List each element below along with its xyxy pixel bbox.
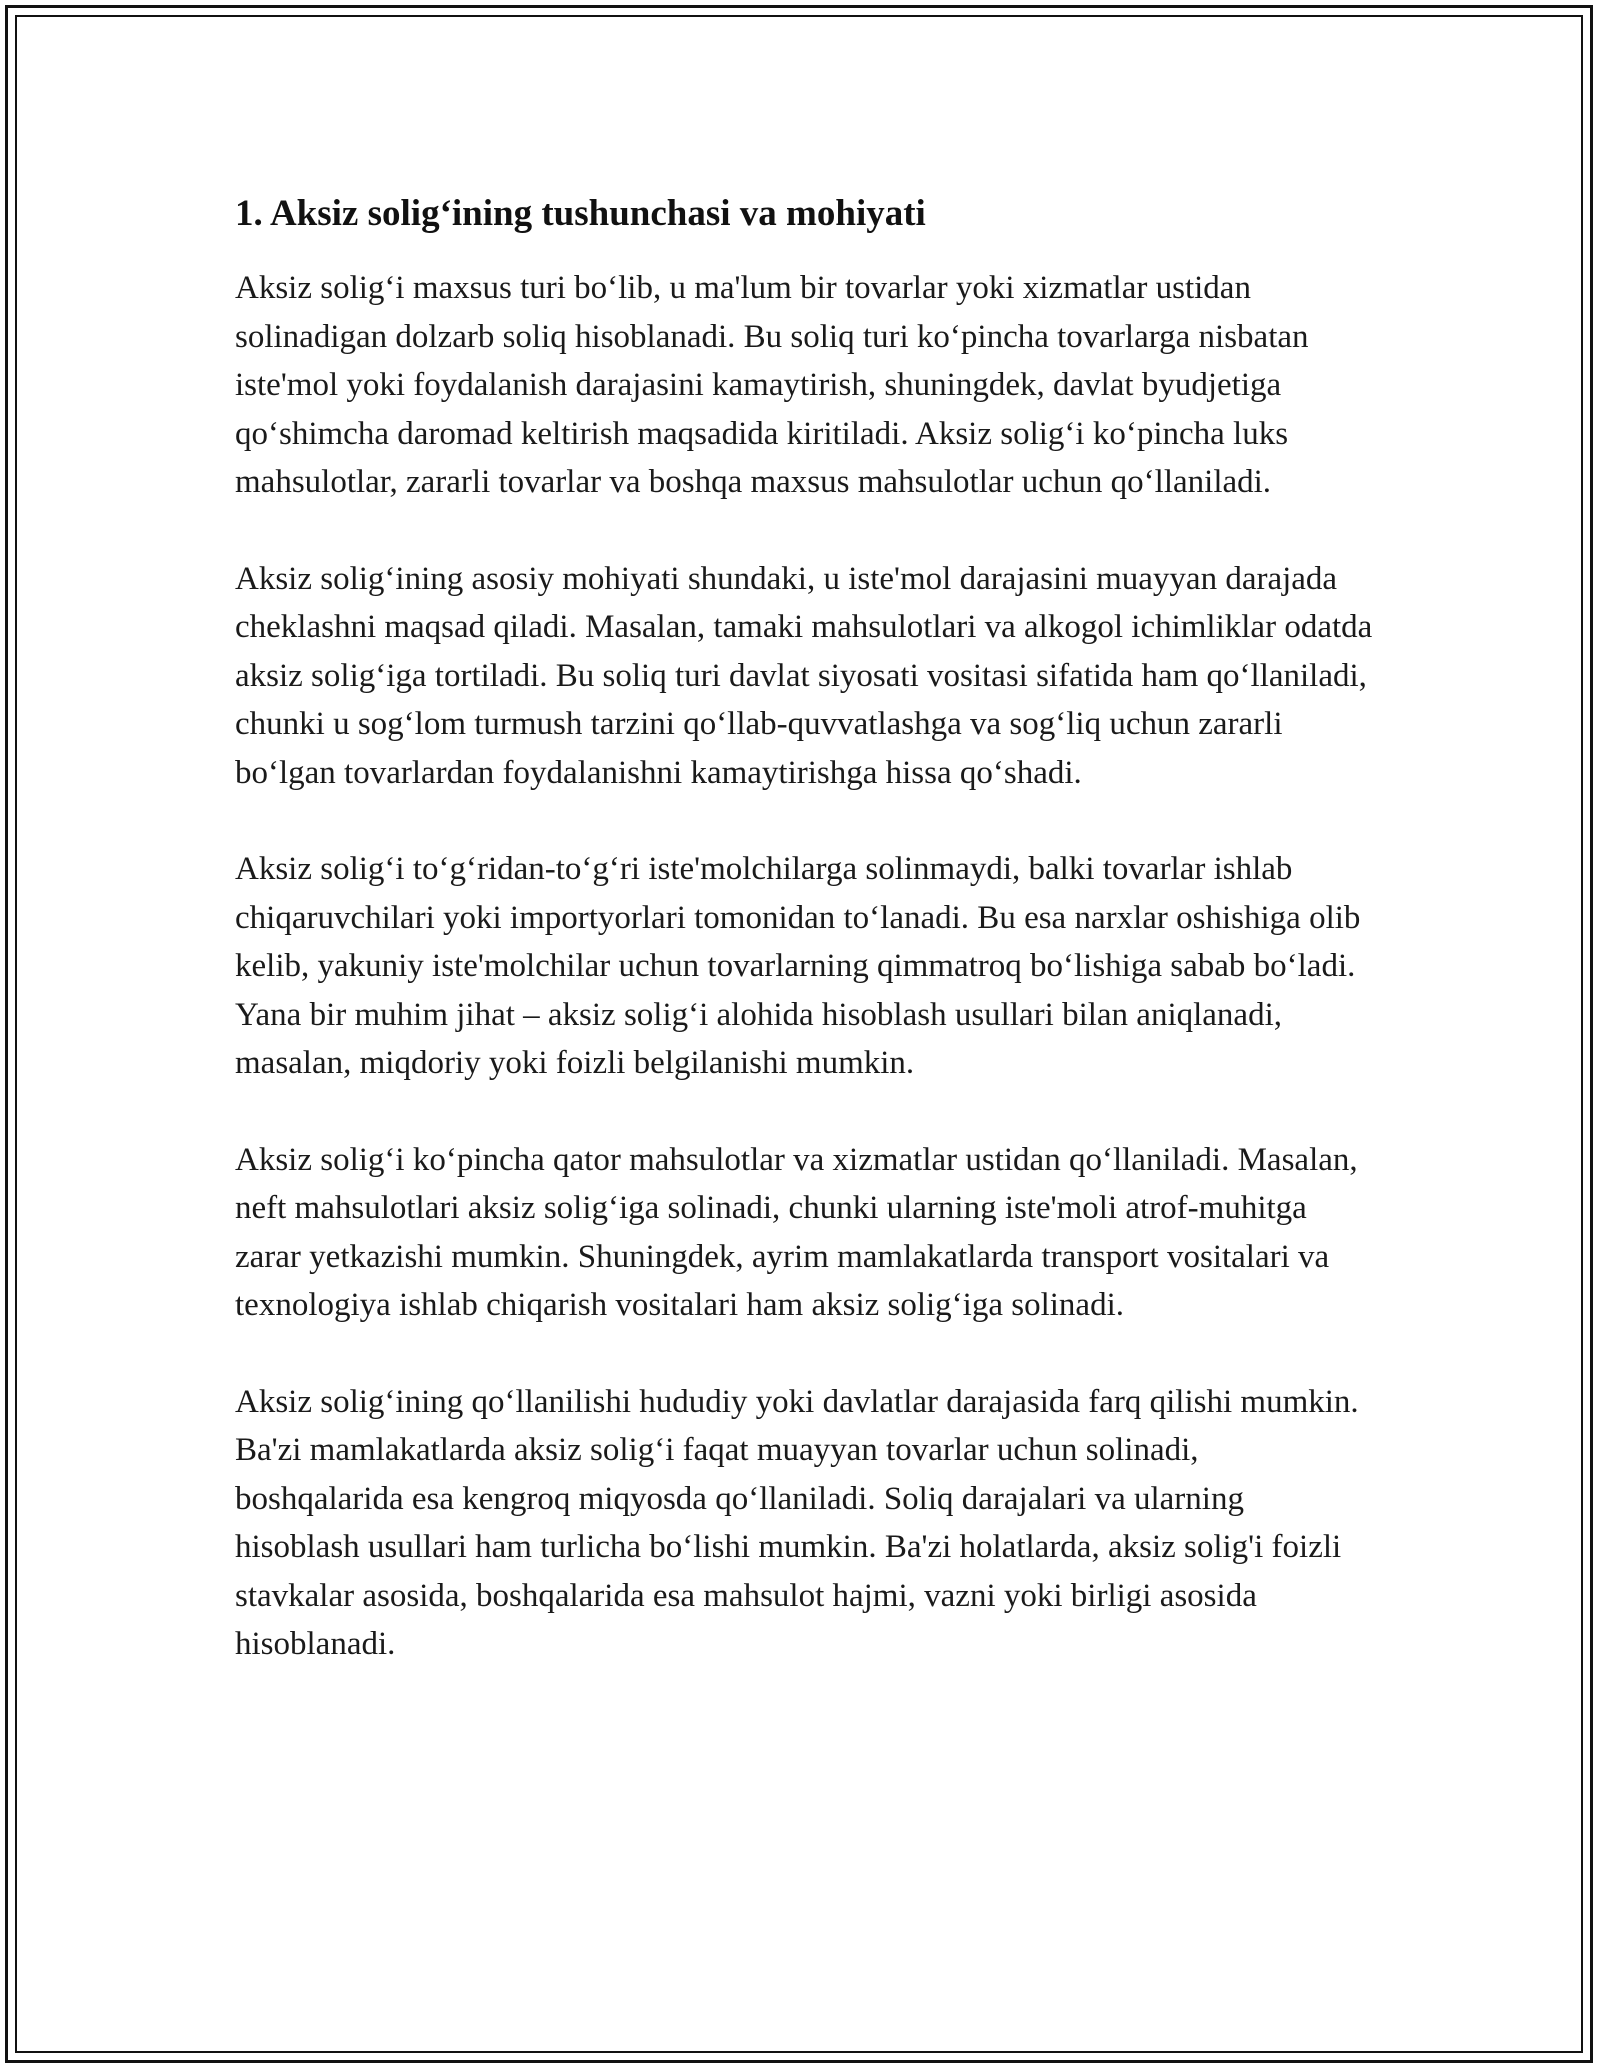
- paragraph-3: Aksiz solig‘i to‘g‘ridan-to‘g‘ri iste'molchilarga solinmaydi, balki tovarlar ishlab chiqaruvchilari yoki importyorlari tomonidan to‘lanadi. Bu esa narxlar oshishiga olib kelib, yakuniy iste'molchilar uchun tovarlarning qimmatroq bo‘lishiga sabab bo‘ladi. Yana bir muhim jihat – aksiz solig‘i alohida hisoblash usullari bilan aniqlanadi, masalan, miqdoriy yoki foizli belgilanishi mumkin.: [235, 851, 1361, 1081]
- paragraph-2: Aksiz solig‘ining asosiy mohiyati shundaki, u iste'mol darajasini muayyan darajada cheklashni maqsad qiladi. Masalan, tamaki mahsulotlari va alkogol ichimliklar odatda aksiz solig‘iga tortiladi. Bu soliq turi davlat siyosati vositasi sifatida ham qo‘llaniladi, chunki u sog‘lom turmush tarzini qo‘llab-quvvatlashga va sog‘liq uchun zararli bo‘lgan tovarlardan foydalanishni kamaytirishga hissa qo‘shadi.: [235, 560, 1373, 791]
- paragraph-5: Aksiz solig‘ining qo‘llanilishi hududiy yoki davlatlar darajasida farq qilishi mumkin. Ba'zi mamlakatlarda aksiz solig‘i faqat muayyan tovarlar uchun solinadi, boshqalarida esa kengroq miqyosda qo‘llaniladi. Soliq darajalari va ularning hisoblash usullari ham turlicha bo‘lishi mumkin. Ba'zi holatlarda, aksiz solig'i foizli stavkalar asosida, boshqalarida esa mahsulot hajmi, vazni yoki birligi asosida hisoblanadi.: [235, 1383, 1359, 1662]
- document-body: [235, 190, 1375, 1717]
- paragraph-4: Aksiz solig‘i ko‘pincha qator mahsulotlar va xizmatlar ustidan qo‘llaniladi. Masalan, neft mahsulotlari aksiz solig‘iga solinadi, chunki ularning iste'moli atrof-muhitga zarar yetkazishi mumkin. Shuningdek, ayrim mamlakatlarda transport vositalari va texnologiya ishlab chiqarish vositalari ham aksiz solig‘iga solinadi.: [235, 1141, 1358, 1323]
- paragraph-1: Aksiz solig‘i maxsus turi bo‘lib, u ma'lum bir tovarlar yoki xizmatlar ustidan solinadigan dolzarb soliq hisoblanadi. Bu soliq turi ko‘pincha tovarlarga nisbatan iste'mol yoki foydalanish darajasini kamaytirish, shuningdek, davlat byudjetiga qo‘shimcha daromad keltirish maqsadida kiritiladi. Aksiz solig‘i ko‘pincha luks mahsulotlar, zararli tovarlar va boshqa maxsus mahsulotlar uchun qo‘llaniladi.: [235, 270, 1309, 500]
- section-heading: 1. Aksiz solig‘ining tushunchasi va mohiyati: [235, 193, 926, 234]
